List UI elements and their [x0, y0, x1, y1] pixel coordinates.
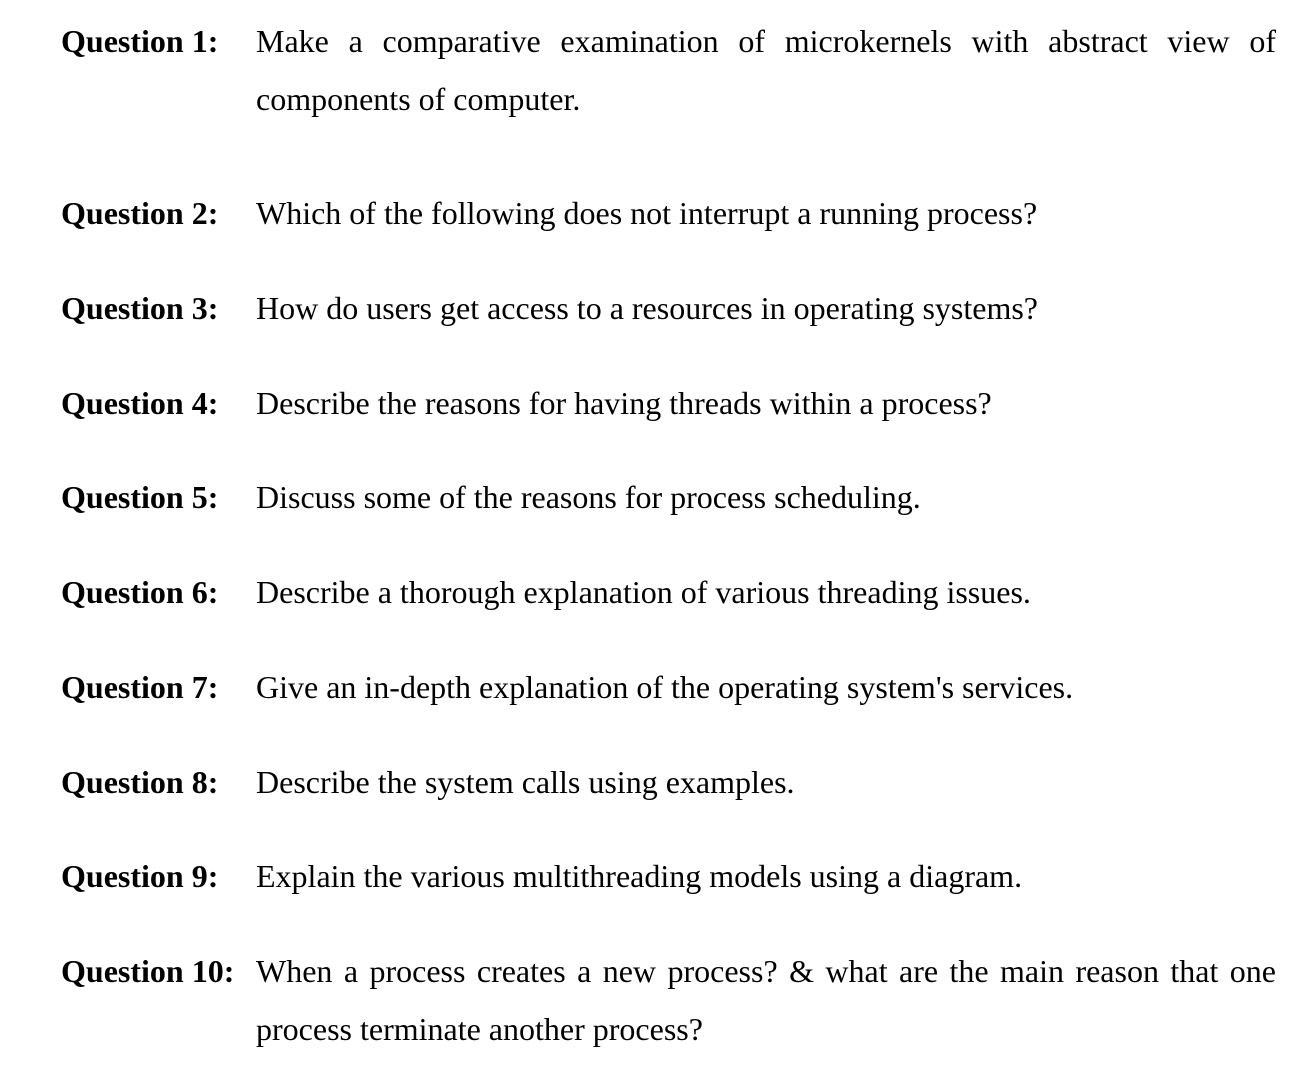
question-text: Describe the reasons for having threads within a process? — [256, 385, 992, 421]
question-text: Describe the system calls using examples. — [256, 764, 795, 800]
question-label: Question 10: — [61, 953, 235, 989]
question-label: Question 2: — [61, 195, 219, 231]
question-label: Question 9: — [61, 858, 219, 894]
question-text: Give an in-depth explanation of the operating system's services. — [256, 669, 1074, 705]
question-text: Make a comparative examination of microkernels with abstract view of components of computer. — [256, 23, 1276, 117]
question-label: Question 3: — [61, 290, 219, 326]
question-text: Describe a thorough explanation of various threading issues. — [256, 574, 1031, 610]
question-label: Question 6: — [61, 574, 219, 610]
question-text: Discuss some of the reasons for process scheduling. — [256, 479, 921, 515]
question-text: How do users get access to a resources in operating systems? — [256, 290, 1038, 326]
question-label: Question 1: — [61, 23, 219, 59]
question-label: Question 7: — [61, 669, 219, 705]
question-text: Which of the following does not interrupt a running process? — [256, 195, 1038, 231]
question-label: Question 4: — [61, 385, 219, 421]
question-text: Explain the various multithreading models using a diagram. — [256, 858, 1023, 894]
question-label: Question 8: — [61, 764, 219, 800]
question-text: When a process creates a new process? & what are the main reason that one process terminate another process? — [256, 953, 1276, 1047]
question-label: Question 5: — [61, 479, 219, 515]
